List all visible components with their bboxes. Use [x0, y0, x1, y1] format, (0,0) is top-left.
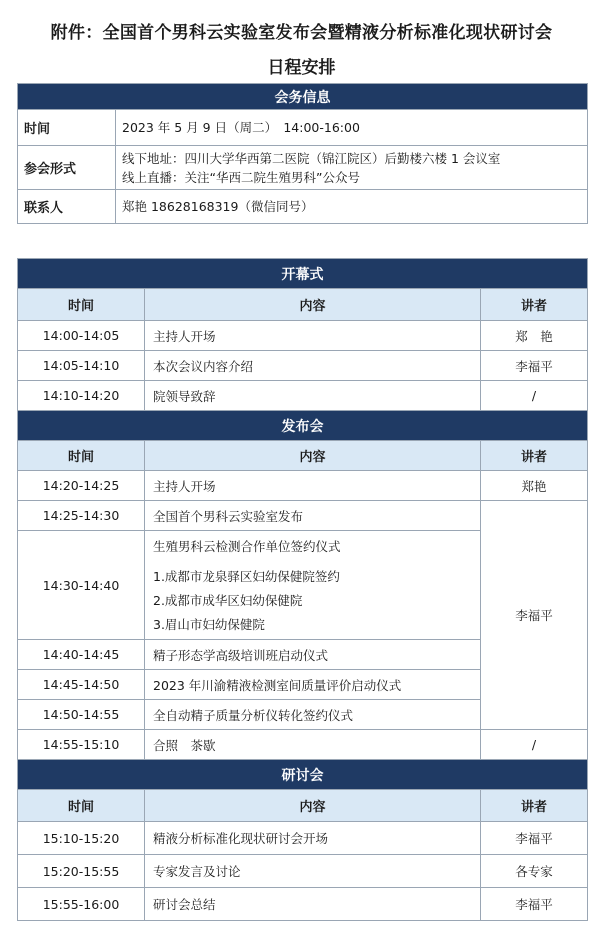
info-value: [116, 146, 588, 190]
row-content: [145, 531, 481, 640]
column-header-row: [18, 441, 588, 471]
row-time: 14:00-14:05: [18, 321, 145, 351]
row-speaker: 李福平: [481, 822, 588, 855]
row-time: 14:30-14:40: [18, 531, 145, 640]
row-content: 合照 茶歇: [145, 730, 481, 760]
row-time: 14:05-14:10: [18, 351, 145, 381]
row-time: 14:50-14:55: [18, 700, 145, 730]
section-title-launch: 发布会: [18, 411, 588, 441]
col-header-speaker: 讲者: [481, 790, 588, 822]
row-speaker: 郑艳: [481, 471, 588, 501]
page-subtitle: 日程安排: [267, 58, 336, 78]
table-row: [18, 730, 588, 760]
sub-item: 3.眉山市妇幼保健院: [153, 617, 265, 632]
col-header-content: 内容: [145, 289, 481, 321]
row-speaker: /: [481, 381, 588, 411]
row-time: 15:20-15:55: [18, 855, 145, 888]
row-content: 精子形态学高级培训班启动仪式: [145, 640, 481, 670]
row-content: 主持人开场: [145, 321, 481, 351]
table-row: [18, 351, 588, 381]
sub-item: 2.成都市成华区妇幼保健院: [153, 593, 303, 608]
row-content: 院领导致辞: [145, 381, 481, 411]
col-header-time: 时间: [18, 289, 145, 321]
table-row: [18, 855, 588, 888]
row-speaker: 李福平: [481, 351, 588, 381]
row-time: 14:25-14:30: [18, 501, 145, 531]
info-row: [18, 190, 588, 224]
row-content: 全自动精子质量分析仪转化签约仪式: [145, 700, 481, 730]
info-value: [116, 190, 588, 224]
info-label: 参会形式: [18, 146, 116, 190]
info-row: [18, 110, 588, 146]
column-header-row: [18, 790, 588, 822]
col-header-time: 时间: [18, 790, 145, 822]
info-line: 郑艳 18628168319（微信同号）: [122, 199, 314, 214]
info-line: 线下地址：四川大学华西第二医院（锦江院区）后勤楼六楼 1 会议室: [122, 150, 501, 166]
row-content: 研讨会总结: [145, 888, 481, 921]
info-line: 2023 年 5 月 9 日（周二） 14:00-16:00: [122, 120, 360, 135]
section-title-opening: 开幕式: [18, 259, 588, 289]
row-speaker: 李福平: [481, 888, 588, 921]
col-header-speaker: 讲者: [481, 289, 588, 321]
row-speaker: 各专家: [481, 855, 588, 888]
col-header-content: 内容: [145, 790, 481, 822]
row-time: 14:45-14:50: [18, 670, 145, 700]
row-content: 2023 年川渝精液检测室间质量评价启动仪式: [145, 670, 481, 700]
row-speaker: /: [481, 730, 588, 760]
table-row: [18, 888, 588, 921]
row-time: 14:55-15:10: [18, 730, 145, 760]
table-row: [18, 501, 588, 531]
info-table: [17, 83, 588, 224]
schedule-table: [17, 258, 588, 921]
row-time: 14:10-14:20: [18, 381, 145, 411]
table-row: [18, 471, 588, 501]
section-title-seminar: 研讨会: [18, 760, 588, 790]
table-row: [18, 321, 588, 351]
row-speaker: 郑 艳: [481, 321, 588, 351]
column-header-row: [18, 289, 588, 321]
info-label: 联系人: [18, 190, 116, 224]
info-value: [116, 110, 588, 146]
row-content: 全国首个男科云实验室发布: [145, 501, 481, 531]
row-content: 本次会议内容介绍: [145, 351, 481, 381]
row-speaker-shared: 李福平: [481, 501, 588, 730]
row-content: 精液分析标准化现状研讨会开场: [145, 822, 481, 855]
info-row: [18, 146, 588, 190]
table-row: [18, 822, 588, 855]
info-label: 时间: [18, 110, 116, 146]
row-content-heading: 生殖男科云检测合作单位签约仪式: [153, 539, 341, 554]
row-time: 14:40-14:45: [18, 640, 145, 670]
col-header-time: 时间: [18, 441, 145, 471]
info-title: 会务信息: [18, 84, 588, 110]
info-line: 线上直播：关注“华西二院生殖男科”公众号: [122, 169, 360, 185]
col-header-speaker: 讲者: [481, 441, 588, 471]
row-time: 15:55-16:00: [18, 888, 145, 921]
sub-item: 1.成都市龙泉驿区妇幼保健院签约: [153, 569, 340, 584]
row-content: 专家发言及讨论: [145, 855, 481, 888]
col-header-content: 内容: [145, 441, 481, 471]
row-time: 14:20-14:25: [18, 471, 145, 501]
row-time: 15:10-15:20: [18, 822, 145, 855]
table-row: [18, 381, 588, 411]
row-content: 主持人开场: [145, 471, 481, 501]
page-title: 附件：全国首个男科云实验室发布会暨精液分析标准化现状研讨会: [50, 23, 553, 43]
